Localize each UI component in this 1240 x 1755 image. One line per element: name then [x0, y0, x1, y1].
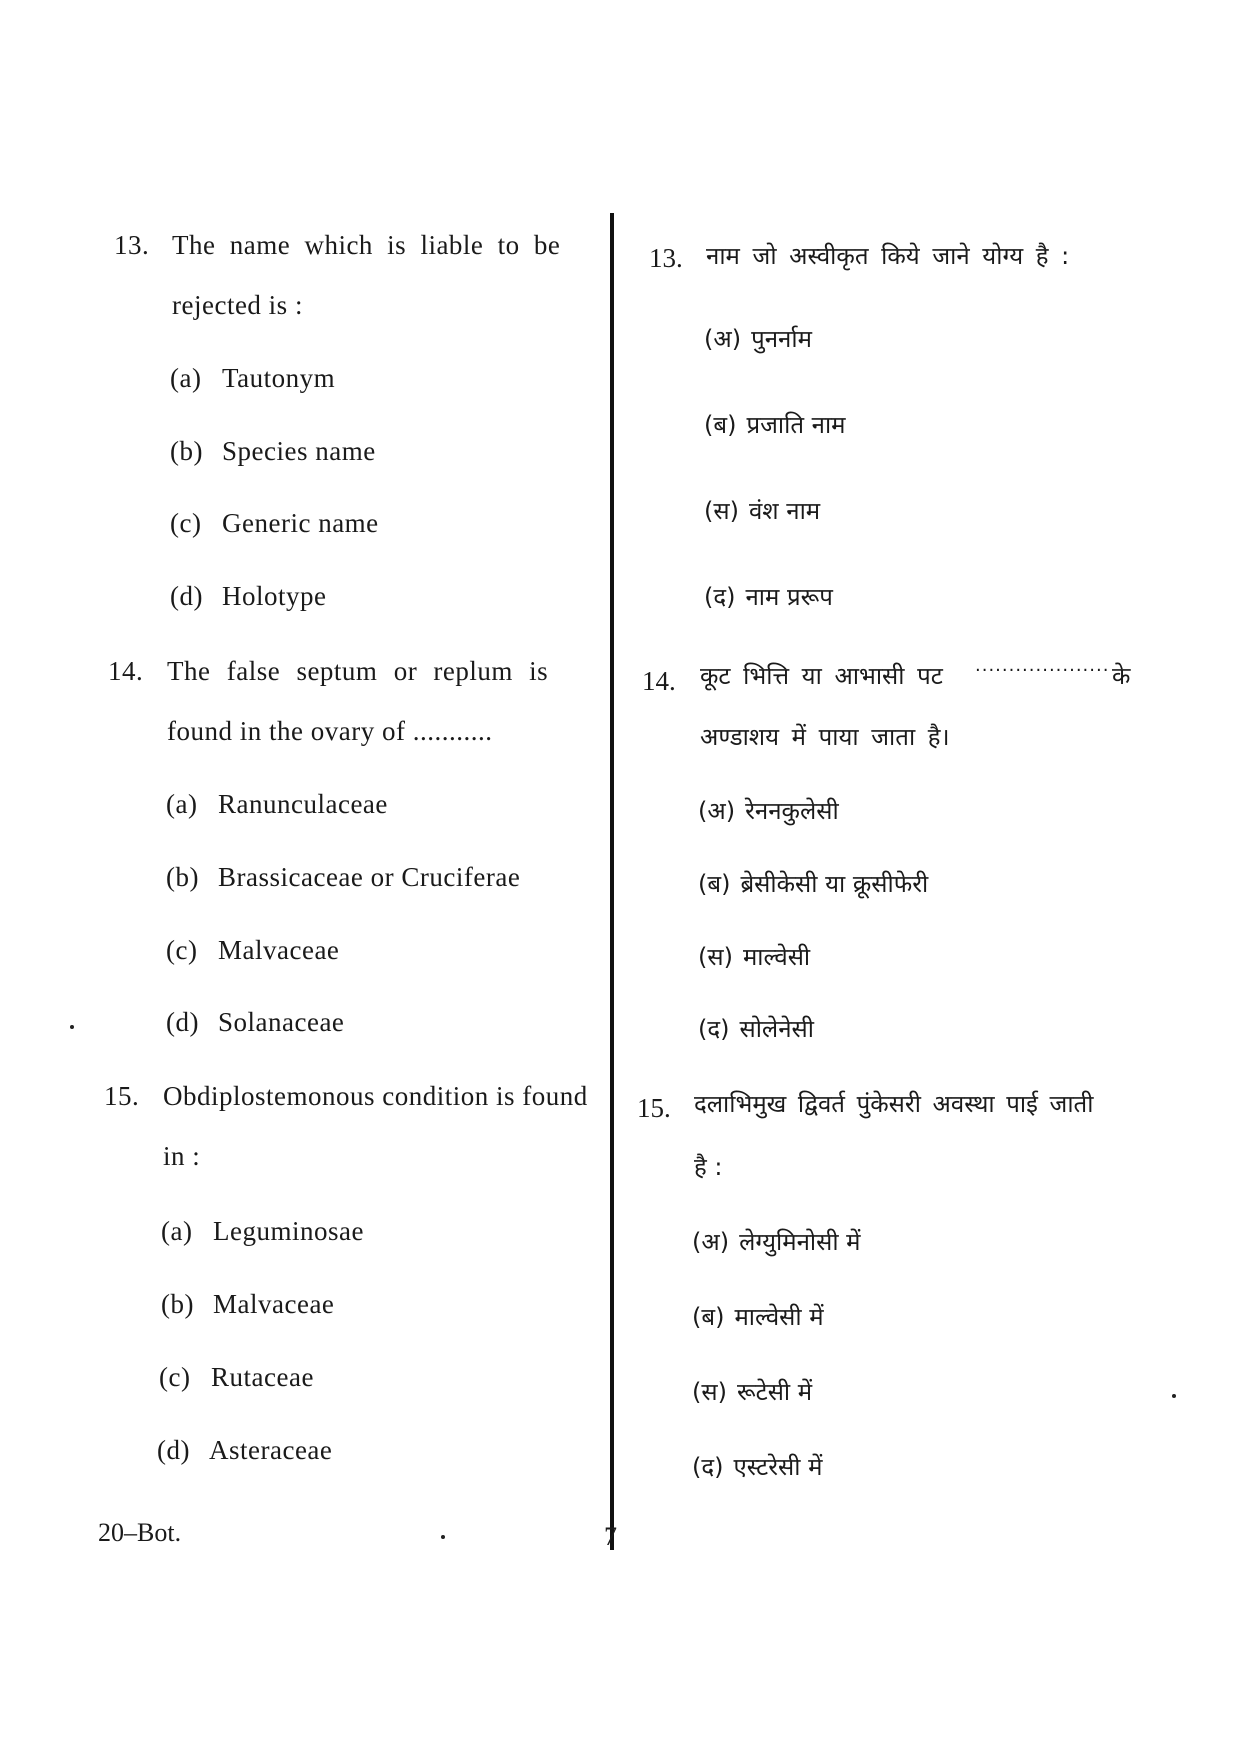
- option-c: (स) वंश नाम: [704, 497, 821, 525]
- option-text: वंश नाम: [748, 497, 821, 525]
- option-text: Holotype: [222, 581, 327, 611]
- question-number: 14.: [642, 666, 676, 696]
- option-text: रेननकुलेसी: [745, 797, 839, 825]
- question-text-line2: found in the ovary of ...........: [167, 716, 493, 746]
- option-c: (c) Rutaceae: [159, 1362, 314, 1392]
- option-a: (अ) रेननकुलेसी: [698, 797, 839, 825]
- question-number: 15.: [104, 1081, 140, 1111]
- option-d: (द) सोलेनेसी: [698, 1015, 814, 1043]
- option-d: (d) Solanaceae: [166, 1007, 345, 1037]
- paper-code: 20–Bot.: [98, 1518, 182, 1547]
- question-text-line1: Obdiplostemonous condition is found: [163, 1081, 588, 1111]
- option-text: लेग्युमिनोसी में: [739, 1228, 861, 1256]
- option-text: Solanaceae: [218, 1007, 345, 1037]
- option-text: Generic name: [222, 508, 379, 538]
- option-text: Malvaceae: [213, 1289, 335, 1319]
- option-text: Ranunculaceae: [218, 789, 388, 819]
- option-text: एस्टरेसी में: [733, 1453, 823, 1481]
- option-text: नाम प्ररूप: [745, 583, 833, 611]
- option-text: माल्वेसी: [742, 943, 811, 971]
- option-text: Species name: [222, 436, 376, 466]
- option-text: Rutaceae: [211, 1362, 314, 1392]
- question-text-line2: अण्डाशय में पाया जाता है।: [700, 723, 950, 751]
- option-b: (ब) प्रजाति नाम: [704, 411, 846, 439]
- option-d: (द) नाम प्ररूप: [704, 583, 833, 611]
- question-text-line1: The false septum or replum is: [167, 656, 549, 686]
- question-number: 15.: [637, 1093, 671, 1123]
- option-a: (a) Leguminosae: [161, 1216, 364, 1246]
- question-text-line2: in :: [163, 1141, 201, 1171]
- option-text: Brassicaceae or Cruciferae: [218, 862, 521, 892]
- option-text: सोलेनेसी: [739, 1015, 814, 1043]
- option-text: ब्रेसीकेसी या क्रूसीफेरी: [740, 870, 929, 898]
- option-a: (a) Ranunculaceae: [166, 789, 388, 819]
- scan-speck: [70, 1025, 74, 1029]
- question-text-line2: है :: [694, 1153, 723, 1181]
- option-text: Malvaceae: [218, 935, 340, 965]
- blank-dots: ....................: [975, 655, 1110, 676]
- option-b: (b) Species name: [170, 436, 376, 466]
- option-c: (स) रूटेसी में: [692, 1378, 813, 1406]
- option-b: (ब) माल्वेसी में: [692, 1303, 824, 1331]
- page-number: 7: [604, 1522, 617, 1551]
- option-text: रूटेसी में: [736, 1378, 813, 1406]
- question-number: 13.: [649, 243, 683, 273]
- option-c: (c) Generic name: [170, 508, 379, 538]
- option-text: Asteraceae: [209, 1435, 333, 1465]
- option-d: (द) एस्टरेसी में: [692, 1453, 823, 1481]
- question-text-line1: The name which is liable to be: [172, 230, 561, 260]
- question-number: 13.: [114, 230, 150, 260]
- option-a: (a) Tautonym: [170, 363, 336, 393]
- question-text-line1: नाम जो अस्वीकृत किये जाने योग्य है :: [706, 242, 1070, 270]
- option-a: (अ) पुनर्नाम: [704, 325, 812, 353]
- scan-speck: [1172, 1394, 1176, 1398]
- option-b: (b) Brassicaceae or Cruciferae: [166, 862, 521, 892]
- question-text-line1: कूट भित्ति या आभासी पट: [700, 662, 943, 690]
- question-text-line1-end: के: [1112, 662, 1131, 690]
- column-divider: [610, 213, 614, 1550]
- option-c: (स) माल्वेसी: [698, 943, 811, 971]
- option-a: (अ) लेग्युमिनोसी में: [692, 1228, 861, 1256]
- option-text: Leguminosae: [213, 1216, 364, 1246]
- question-text-line2: rejected is :: [172, 290, 303, 320]
- option-text: Tautonym: [222, 363, 336, 393]
- option-text: प्रजाति नाम: [746, 411, 846, 439]
- option-text: माल्वेसी में: [734, 1303, 824, 1331]
- option-c: (c) Malvaceae: [166, 935, 340, 965]
- question-text-line1: दलाभिमुख द्विवर्त पुंकेसरी अवस्था पाई जाती: [694, 1090, 1094, 1118]
- question-number: 14.: [108, 656, 144, 686]
- scan-speck: [441, 1535, 445, 1539]
- option-d: (d) Asteraceae: [157, 1435, 333, 1465]
- option-d: (d) Holotype: [170, 581, 327, 611]
- option-text: पुनर्नाम: [751, 325, 812, 353]
- option-b: (b) Malvaceae: [161, 1289, 335, 1319]
- option-b: (ब) ब्रेसीकेसी या क्रूसीफेरी: [698, 870, 929, 898]
